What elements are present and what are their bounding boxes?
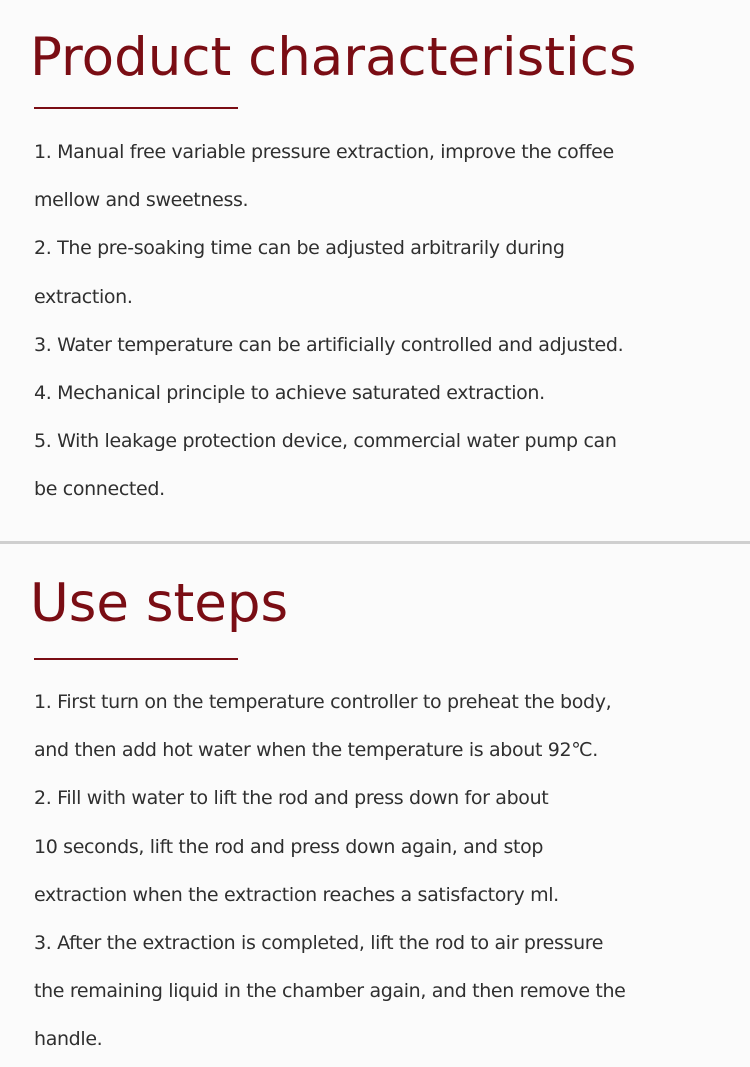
steps-line: 3. After the extraction is completed, lift the rod to air pressure [34, 932, 604, 955]
use-steps-title: Use steps [30, 573, 289, 634]
characteristics-line: be connected. [34, 478, 165, 501]
characteristics-line: 1. Manual free variable pressure extraction, improve the coffee [34, 141, 614, 163]
steps-line: handle. [34, 1028, 103, 1051]
characteristics-line: mellow and sweetness. [34, 189, 249, 212]
characteristics-line: 4. Mechanical principle to achieve saturated extraction. [34, 382, 545, 405]
use-steps-section [0, 544, 750, 1067]
steps-line: extraction when the extraction reaches a satisfactory ml. [34, 883, 559, 906]
steps-line: the remaining liquid in the chamber again, and then remove the [34, 980, 626, 1003]
characteristics-text [34, 128, 724, 514]
product-characteristics-title: Product characteristics [30, 27, 637, 88]
steps-text [34, 678, 724, 1064]
characteristics-line: extraction. [34, 285, 133, 308]
steps-line: 10 seconds, lift the rod and press down again, and stop [34, 835, 544, 858]
characteristics-line: 5. With leakage protection device, commercial water pump can [34, 430, 617, 453]
title-underline [34, 658, 238, 660]
characteristics-line: 2. The pre-soaking time can be adjusted arbitrarily during [34, 237, 565, 260]
steps-line: 2. Fill with water to lift the rod and press down for about [34, 787, 549, 810]
characteristics-line: 3. Water temperature can be artificially controlled and adjusted. [34, 333, 624, 356]
title-underline [34, 107, 238, 109]
steps-line: 1. First turn on the temperature controller to preheat the body, [34, 691, 612, 713]
steps-line: and then add hot water when the temperature is about 92℃. [34, 739, 598, 762]
